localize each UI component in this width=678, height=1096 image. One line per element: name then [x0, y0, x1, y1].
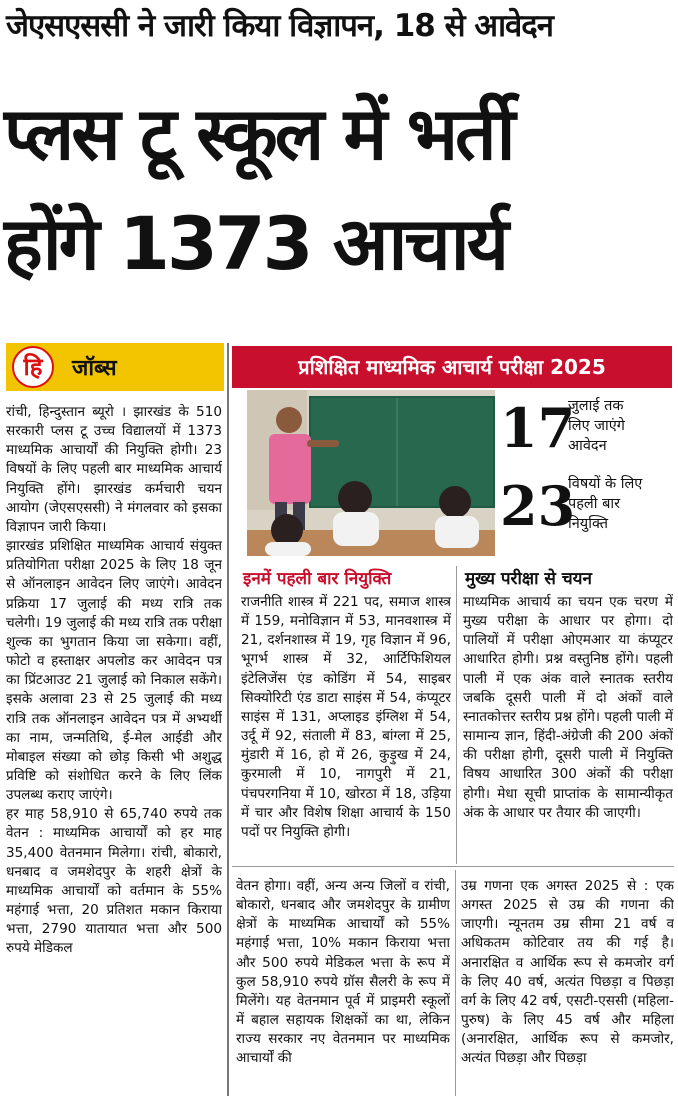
appointment-subjects-text: राजनीति शास्त्र में 221 पद, समाज शास्त्र में 159, मनोविज्ञान में 53, मानवशास्त्र में 21, दर्शनशास्त्र में 19, गृह विज्ञान में 96, भूगर्भ शास्त्र में 32, आर्टिफिशियल इंटेलिजेंस एंड कोडिंग में 54, साइबर सिक्योरिटी एंड डाटा साइंस में 54, कंप्यूटर साइंस में 131, अप्लाइड इंग्लिश में 54, उर्दू में 92, संताली में 83, बांग्ला में 25, मुंडारी में 16, हो में 26, कुड़ुख में 24, कुरमाली में 10, नागपुरी में 21, पंचपरगनिया में 10, खोरठा में 18, उड़िया में चार और विशेष शिक्षा आचार्य के 150 पदों पर नियुक्ति होगी। [241, 594, 451, 840]
box-bottom-rule [232, 866, 674, 867]
box-divider [456, 566, 457, 864]
selection-process-text: माध्यमिक आचार्य का चयन एक चरण में मुख्य परीक्षा के आधार पर होगा। दो पालियों में परीक्षा ओएमआर या कंप्यूटर आधारित होगी। प्रश्न वस्तुनिष्ठ होंगे। पहली पाली में एक अंक वाले स्नातक स्तरीय जबकि दूसरी पाली में दो अंकों वाले स्नातकोत्तर स्तरीय प्रश्न होंगे। पहली पाली में सामान्य ज्ञान, हिंदी-अंग्रेजी की 200 अंकों की परीक्षा होगी, दूसरी पाली में नियुक्ति विषय आधारित 300 अंकों की परीक्षा होगी। मेधा सूची प्राप्तांक के सामान्यीकृत अंक के आधार पर तैयार की जाएगी। [463, 594, 673, 821]
box-right-heading: मुख्य परीक्षा से चयन [465, 569, 592, 589]
stat-text: जुलाई तक लिए जाएंगे आवेदन [568, 398, 625, 454]
classroom-photo [247, 390, 495, 556]
newspaper-logo-icon: हि [12, 346, 54, 388]
box-title: प्रशिक्षित माध्यमिक आचार्य परीक्षा 2025 [232, 346, 672, 388]
column-divider-2 [455, 870, 456, 1096]
article-column-3: उम्र गणना एक अगस्त 2025 से : एक अगस्त 2025 से उम्र की गणना की जाएगी। न्यूनतम उम्र सीमा 21 वर्ष व अधिकतम कोटिवार तय की गई है। अनारक्षित व आर्थिक रूप से कमजोर वर्ग के लिए 40 वर्ष, अत्यंत पिछड़ा व पिछड़ा वर्ग के लिए 42 वर्ष, एसटी-एससी (महिला-पुरुष) के लिए 45 वर्ष और महिला (अनारक्षित, आर्थिक रूप से कमजोर, अत्यंत पिछड़ा और पिछड़ा [461, 878, 674, 1067]
article-column-2: वेतन होगा। वहीं, अन्य अन्य जिलों व रांची, बोकारो, धनबाद और जमशेदपुर के ग्रामीण क्षेत्रों के माध्यमिक आचार्यों को 55% महंगाई भत्ता, 10% मकान किराया भत्ता और 500 रुपये मेडिकल भत्ता के रूप में कुल 58,910 रुपये ग्रॉस सैलरी के रूप में मिलेंगे। यह वेतनमान पूर्व में प्राइमरी स्कूलों में बहाल सहायक शिक्षकों का था, लेकिन राज्य सरकार नए वेतनमान पर माध्यमिक आचार्यों की [236, 878, 450, 1067]
article-column-1: रांची, हिन्दुस्तान ब्यूरो । झारखंड के 510 सरकारी प्लस टू उच्च विद्यालयों में 1373 माध्यमिक आचार्यों की नियुक्ति होगी। 23 विषयों के लिए पहली बार माध्यमिक आचार्य नियुक्ति होंगे। झारखंड कर्मचारी चयन आयोग (जेएसएससी) ने मंगलवार को इसका विज्ञापन जारी किया। झारखंड प्रशिक्षित माध्यमिक आचार्य संयुक्त प्रतियोगिता परीक्षा 2025 के लिए 18 जून से ऑनलाइन आवेदन लिए जाएंगे। आवेदन प्रक्रिया 17 जुलाई की मध्य रात्रि तक चलेगी। 19 जुलाई की मध्य रात्रि तक परीक्षा शुल्क का भुगतान किया जा सकेगा। वहीं, फोटो व हस्ताक्षर अपलोड कर आवेदन पत्र का प्रिंटआउट 21 जुलाई को निकाल सकेंगे। इसके अलावा 23 से 25 जुलाई की मध्य रात्रि तक ऑनलाइन आवेदन पत्र में अभ्यर्थी का नाम, जन्मतिथि, ई-मेल आईडी और मोबाइल संख्या को छोड़ किसी भी अशुद्ध प्रविष्टि को संशोधित करने के लिए लिंक उपलब्ध कराए जाएंगे। हर माह 58,910 से 65,740 रुपये तक वेतन : माध्यमिक आचार्यों को हर माह 35,400 वेतनमान मिलेगा। रांची, बोकारो, धनबाद व जमशेदपुर के शहरी क्षेत्रों के माध्यमिक आचार्यों को वर्तमान के 55% महंगाई भत्ता, 20 प्रतिशत मकान किराया भत्ता, 2790 यातायात भत्ता और 500 रुपये मेडिकल [6, 404, 222, 957]
stat-number: 17 [500, 396, 576, 460]
stat-subjects [498, 470, 674, 550]
kicker-headline: जेएसएससी ने जारी किया विज्ञापन, 18 से आवेदन [6, 8, 553, 44]
headline-line-2: होंगे 1373 आचार्य [4, 202, 506, 287]
stat-applications [498, 392, 674, 472]
section-label: जॉब्स [72, 356, 117, 381]
headline-line-1: प्लस टू स्कूल में भर्ती [4, 92, 513, 177]
stat-number: 23 [500, 474, 576, 538]
stats-panel [498, 390, 674, 556]
stat-text: विषयों के लिए पहली बार नियुक्ति [568, 476, 643, 532]
box-left-heading: इनमें पहली बार नियुक्ति [243, 569, 392, 589]
column-divider [227, 343, 229, 1096]
